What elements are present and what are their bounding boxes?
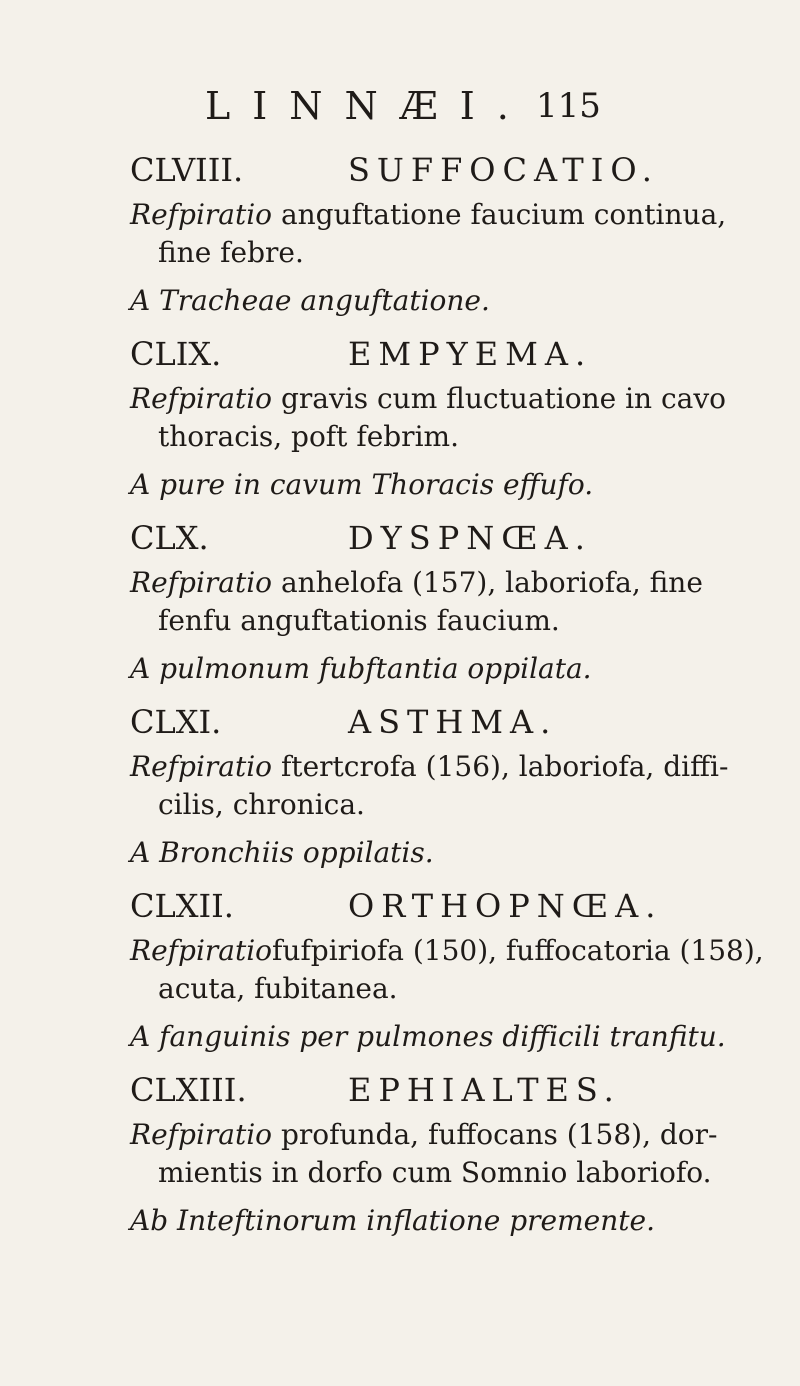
- entry-cause: A pulmonum fubftantia oppilata.: [130, 652, 592, 685]
- description-lead: Refpiratio: [130, 750, 273, 783]
- entry-description: [130, 196, 742, 272]
- disease-entry: [130, 516, 742, 688]
- description-line: [130, 932, 764, 970]
- entry-heading: [130, 332, 742, 376]
- entry-cause: A fanguinis per pulmones difficili tranfitu.: [130, 1020, 726, 1053]
- entry-heading: [130, 516, 742, 560]
- description-text: ftertcrofa (156), laboriofa, diffi-: [272, 750, 729, 783]
- entry-cause: A Tracheae anguftatione.: [130, 284, 490, 317]
- description-text: anguftatione faucium continua,: [272, 198, 727, 231]
- disease-entry: [130, 332, 742, 504]
- description-line: [130, 748, 742, 786]
- entry-name: ASTHMA.: [348, 703, 558, 741]
- description-text: anhelofa (157), laboriofa, fine: [272, 566, 703, 599]
- entry-description: [130, 380, 742, 456]
- description-lead: Refpiratio: [130, 566, 273, 599]
- entry-heading: [130, 1068, 742, 1112]
- description-lead: Refpiratio: [130, 934, 273, 967]
- entry-name: DYSPNŒA.: [348, 519, 592, 557]
- entry-number: CLXIII.: [130, 1071, 247, 1109]
- entry-number: CLXII.: [130, 887, 234, 925]
- description-text: profunda, fuffocans (158), dor-: [272, 1118, 718, 1151]
- entry-heading: [130, 884, 742, 928]
- description-line: [130, 196, 742, 234]
- entry-description: [130, 748, 742, 824]
- description-line: acuta, fubitanea.: [158, 972, 398, 1005]
- description-line: [130, 1116, 742, 1154]
- entry-number: CLXI.: [130, 703, 222, 741]
- running-header: [205, 82, 575, 130]
- entry-description: [130, 932, 764, 1008]
- description-line: fenfu anguftationis faucium.: [158, 604, 560, 637]
- entry-description: [130, 564, 742, 640]
- entry-heading: [130, 148, 742, 192]
- disease-entry: [130, 1068, 742, 1240]
- description-line: [130, 564, 742, 602]
- entry-cause: A Bronchiis oppilatis.: [130, 836, 434, 869]
- disease-entry: [130, 700, 742, 872]
- description-line: mientis in dorfo cum Somnio laboriofo.: [158, 1156, 712, 1189]
- entry-number: CLIX.: [130, 335, 222, 373]
- description-line: fine febre.: [158, 236, 304, 269]
- entry-name: SUFFOCATIO.: [348, 151, 659, 189]
- header-title: LINNÆI.: [205, 84, 531, 128]
- entry-name: EMPYEMA.: [348, 335, 593, 373]
- entry-heading: [130, 700, 742, 744]
- entry-name: EPHIALTES.: [348, 1071, 621, 1109]
- description-line: cilis, chronica.: [158, 788, 365, 821]
- entry-name: ORTHOPNŒA.: [348, 887, 663, 925]
- description-text: gravis cum fluctuatione in cavo: [272, 382, 727, 415]
- disease-entry: [130, 148, 742, 320]
- entry-number: CLVIII.: [130, 151, 244, 189]
- entry-number: CLX.: [130, 519, 209, 557]
- description-line: thoracis, poft febrim.: [158, 420, 459, 453]
- description-lead: Refpiratio: [130, 382, 273, 415]
- description-lead: Refpiratio: [130, 198, 273, 231]
- description-text: fufpiriofa (150), fuffocatoria (158),: [272, 934, 764, 967]
- entry-description: [130, 1116, 742, 1192]
- entry-cause: Ab Inteftinorum inflatione premente.: [130, 1204, 655, 1237]
- description-lead: Refpiratio: [130, 1118, 273, 1151]
- description-line: [130, 380, 742, 418]
- disease-entry: [130, 884, 764, 1056]
- page-number: 115: [536, 86, 601, 126]
- entry-cause: A pure in cavum Thoracis effufo.: [130, 468, 594, 501]
